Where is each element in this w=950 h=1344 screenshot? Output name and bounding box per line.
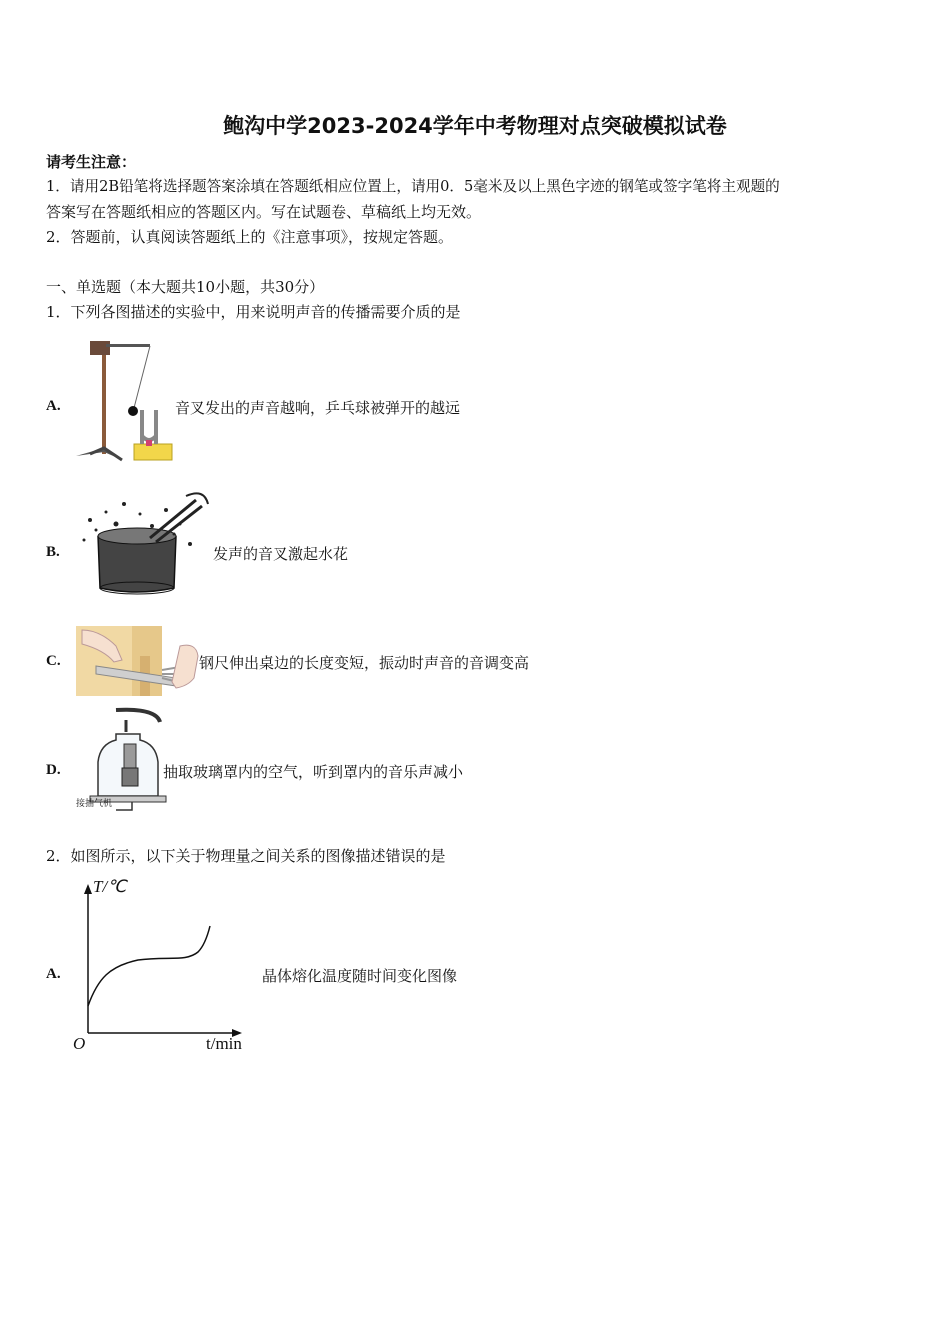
vacuum-pump-caption: 接抽气机 [76, 799, 113, 809]
q2-option-a-text: 晶体熔化温度随时间变化图像 [262, 967, 458, 985]
q1-option-c-text: 钢尺伸出桌边的长度变短，振动时声音的音调变高 [199, 654, 530, 672]
question-2-stem: 2．如图所示，以下关于物理量之间关系的图像描述错误的是 [46, 847, 446, 865]
graph-x-axis-label: t/min [206, 1034, 242, 1053]
notice-item-2: 2．答题前，认真阅读答题纸上的《注意事项》，按规定答题。 [46, 228, 454, 246]
tuning-fork-ball-figure [76, 336, 176, 466]
section-heading: 一、单选题（本大题共10小题，共30分） [46, 278, 325, 296]
q1-option-b-text: 发声的音叉激起水花 [213, 545, 349, 563]
notice-heading: 请考生注意： [46, 153, 137, 171]
q2-option-a-label[interactable]: A. [46, 966, 61, 982]
steel-ruler-desk-figure [76, 626, 200, 696]
notice-item-1-line-2: 答案写在答题纸相应的答题区内。写在试题卷、草稿纸上均无效。 [46, 203, 482, 221]
notice-item-1-line-1: 1．请用2B铅笔将选择题答案涂填在答题纸相应位置上，请用0．5毫米及以上黑色字迹的钢笔或签字笔将主观题的 [46, 178, 780, 195]
q1-option-c-label[interactable]: C. [46, 653, 61, 669]
q1-option-d-text: 抽取玻璃罩内的空气，听到罩内的音乐声减小 [163, 763, 464, 781]
graph-origin-label: O [73, 1034, 86, 1053]
graph-y-axis-label: T/℃ [93, 877, 127, 896]
question-1-stem: 1．下列各图描述的实验中，用来说明声音的传播需要介质的是 [46, 303, 461, 321]
q1-option-a-text: 音叉发出的声音越响，乒乓球被弹开的越远 [175, 399, 461, 417]
tuning-fork-water-figure [76, 490, 212, 598]
page-title: 鲍沟中学2023-2024学年中考物理对点突破模拟试卷 [223, 114, 727, 138]
q1-option-a-label[interactable]: A. [46, 398, 61, 414]
q1-option-b-label[interactable]: B. [46, 544, 60, 560]
q1-option-d-label[interactable]: D. [46, 762, 61, 778]
melting-temperature-graph [68, 878, 258, 1058]
